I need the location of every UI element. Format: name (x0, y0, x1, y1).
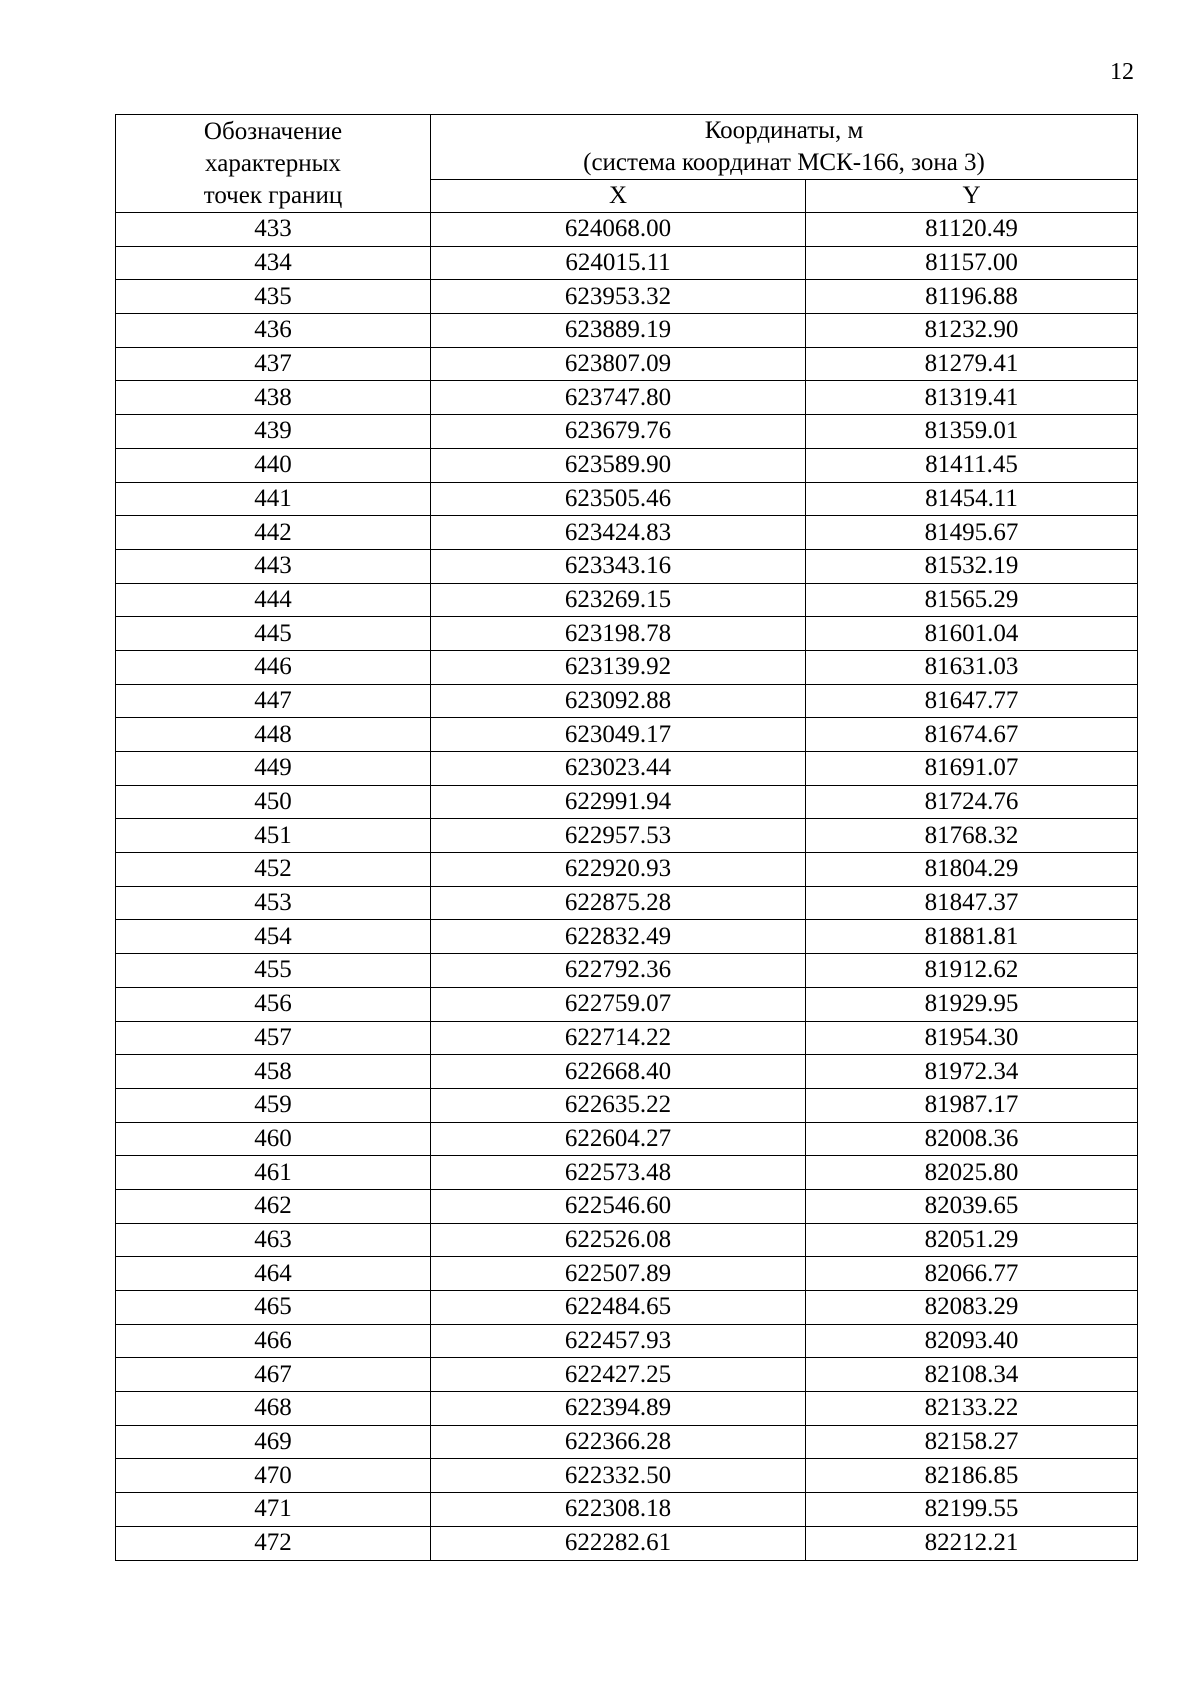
cell-y: 81674.67 (806, 718, 1138, 752)
table-row (116, 482, 1138, 516)
cell-x: 622484.65 (431, 1291, 806, 1325)
table-row (116, 1223, 1138, 1257)
cell-x: 622991.94 (431, 785, 806, 819)
cell-y: 82093.40 (806, 1324, 1138, 1358)
cell-y: 81232.90 (806, 314, 1138, 348)
cell-y: 81691.07 (806, 752, 1138, 786)
cell-y: 81987.17 (806, 1088, 1138, 1122)
cell-y: 81929.95 (806, 987, 1138, 1021)
table-row (116, 1189, 1138, 1223)
table-row (116, 314, 1138, 348)
cell-y: 81847.37 (806, 886, 1138, 920)
table-row (116, 617, 1138, 651)
table-row (116, 1324, 1138, 1358)
table-row (116, 1257, 1138, 1291)
cell-x: 622668.40 (431, 1055, 806, 1089)
cell-point: 470 (116, 1459, 431, 1493)
cell-x: 622573.48 (431, 1156, 806, 1190)
cell-x: 622875.28 (431, 886, 806, 920)
cell-y: 82008.36 (806, 1122, 1138, 1156)
table-row (116, 684, 1138, 718)
cell-point: 454 (116, 920, 431, 954)
cell-point: 448 (116, 718, 431, 752)
cell-y: 81881.81 (806, 920, 1138, 954)
cell-point: 450 (116, 785, 431, 819)
table-row (116, 381, 1138, 415)
cell-y: 81359.01 (806, 415, 1138, 449)
cell-point: 453 (116, 886, 431, 920)
cell-x: 622792.36 (431, 954, 806, 988)
cell-point: 434 (116, 246, 431, 280)
cell-y: 81157.00 (806, 246, 1138, 280)
cell-y: 81196.88 (806, 280, 1138, 314)
table-row (116, 1055, 1138, 1089)
cell-x: 623343.16 (431, 549, 806, 583)
header-x: X (431, 180, 806, 213)
cell-point: 440 (116, 448, 431, 482)
cell-point: 457 (116, 1021, 431, 1055)
cell-x: 622635.22 (431, 1088, 806, 1122)
cell-point: 467 (116, 1358, 431, 1392)
table-header (116, 115, 1138, 213)
cell-x: 623139.92 (431, 650, 806, 684)
cell-x: 622714.22 (431, 1021, 806, 1055)
table-row (116, 718, 1138, 752)
cell-x: 623424.83 (431, 516, 806, 550)
cell-x: 623023.44 (431, 752, 806, 786)
cell-point: 471 (116, 1493, 431, 1527)
cell-y: 81631.03 (806, 650, 1138, 684)
cell-point: 456 (116, 987, 431, 1021)
cell-x: 622759.07 (431, 987, 806, 1021)
cell-y: 81804.29 (806, 853, 1138, 887)
cell-point: 439 (116, 415, 431, 449)
table-row (116, 819, 1138, 853)
cell-point: 444 (116, 583, 431, 617)
header-y: Y (806, 180, 1138, 213)
cell-x: 622366.28 (431, 1425, 806, 1459)
table-row (116, 516, 1138, 550)
cell-y: 82039.65 (806, 1189, 1138, 1223)
table-row (116, 583, 1138, 617)
cell-x: 622332.50 (431, 1459, 806, 1493)
cell-point: 452 (116, 853, 431, 887)
cell-point: 464 (116, 1257, 431, 1291)
table-row (116, 213, 1138, 247)
header-coordinates (431, 115, 1138, 180)
coordinates-table (115, 114, 1138, 1561)
cell-x: 623889.19 (431, 314, 806, 348)
table-row (116, 785, 1138, 819)
cell-point: 437 (116, 347, 431, 381)
cell-x: 622526.08 (431, 1223, 806, 1257)
cell-x: 623589.90 (431, 448, 806, 482)
cell-y: 81972.34 (806, 1055, 1138, 1089)
header-point-line-3: точек границ (203, 181, 343, 209)
cell-x: 622308.18 (431, 1493, 806, 1527)
cell-point: 433 (116, 213, 431, 247)
cell-y: 81319.41 (806, 381, 1138, 415)
cell-point: 458 (116, 1055, 431, 1089)
cell-y: 81120.49 (806, 213, 1138, 247)
table-row (116, 1526, 1138, 1560)
table-row (116, 280, 1138, 314)
table-row (116, 1425, 1138, 1459)
table-row (116, 1021, 1138, 1055)
cell-y: 82212.21 (806, 1526, 1138, 1560)
cell-y: 82051.29 (806, 1223, 1138, 1257)
cell-y: 82108.34 (806, 1358, 1138, 1392)
cell-x: 623049.17 (431, 718, 806, 752)
cell-y: 81532.19 (806, 549, 1138, 583)
cell-point: 443 (116, 549, 431, 583)
table-row (116, 853, 1138, 887)
page-number: 12 (1110, 59, 1134, 85)
cell-x: 622957.53 (431, 819, 806, 853)
table-row (116, 1459, 1138, 1493)
cell-point: 436 (116, 314, 431, 348)
table-row (116, 1493, 1138, 1527)
cell-point: 466 (116, 1324, 431, 1358)
cell-y: 81601.04 (806, 617, 1138, 651)
table-row (116, 246, 1138, 280)
cell-x: 622546.60 (431, 1189, 806, 1223)
cell-y: 81279.41 (806, 347, 1138, 381)
cell-x: 623679.76 (431, 415, 806, 449)
cell-x: 622457.93 (431, 1324, 806, 1358)
table-row (116, 347, 1138, 381)
table-row (116, 650, 1138, 684)
cell-x: 623807.09 (431, 347, 806, 381)
cell-x: 622920.93 (431, 853, 806, 887)
table-row (116, 886, 1138, 920)
table-row (116, 752, 1138, 786)
cell-y: 82186.85 (806, 1459, 1138, 1493)
cell-point: 441 (116, 482, 431, 516)
cell-point: 449 (116, 752, 431, 786)
cell-point: 461 (116, 1156, 431, 1190)
table-row (116, 1358, 1138, 1392)
cell-y: 81912.62 (806, 954, 1138, 988)
cell-y: 82083.29 (806, 1291, 1138, 1325)
cell-y: 81768.32 (806, 819, 1138, 853)
cell-y: 81454.11 (806, 482, 1138, 516)
cell-point: 468 (116, 1392, 431, 1426)
header-point-line-1: Обозначение (203, 117, 343, 145)
cell-point: 455 (116, 954, 431, 988)
cell-x: 624015.11 (431, 246, 806, 280)
cell-y: 81647.77 (806, 684, 1138, 718)
cell-point: 472 (116, 1526, 431, 1560)
table-row (116, 415, 1138, 449)
cell-y: 81565.29 (806, 583, 1138, 617)
cell-y: 82066.77 (806, 1257, 1138, 1291)
table-row (116, 1088, 1138, 1122)
cell-x: 623198.78 (431, 617, 806, 651)
cell-point: 451 (116, 819, 431, 853)
cell-point: 447 (116, 684, 431, 718)
cell-point: 462 (116, 1189, 431, 1223)
table-row (116, 1392, 1138, 1426)
table-row (116, 1122, 1138, 1156)
cell-x: 622427.25 (431, 1358, 806, 1392)
cell-y: 82158.27 (806, 1425, 1138, 1459)
cell-y: 81495.67 (806, 516, 1138, 550)
cell-x: 623505.46 (431, 482, 806, 516)
cell-point: 445 (116, 617, 431, 651)
cell-point: 460 (116, 1122, 431, 1156)
cell-point: 465 (116, 1291, 431, 1325)
cell-point: 438 (116, 381, 431, 415)
cell-y: 82133.22 (806, 1392, 1138, 1426)
cell-x: 624068.00 (431, 213, 806, 247)
table-body (116, 213, 1138, 1561)
cell-point: 463 (116, 1223, 431, 1257)
table-row (116, 1291, 1138, 1325)
table-row (116, 987, 1138, 1021)
table-row (116, 448, 1138, 482)
cell-x: 622832.49 (431, 920, 806, 954)
cell-x: 622507.89 (431, 1257, 806, 1291)
cell-x: 622604.27 (431, 1122, 806, 1156)
header-coordinates-line-2: (система координат МСК-166, зона 3) (583, 149, 985, 176)
cell-y: 81724.76 (806, 785, 1138, 819)
header-point-designation (116, 115, 431, 213)
table-row (116, 1156, 1138, 1190)
table-row (116, 954, 1138, 988)
table-row (116, 920, 1138, 954)
cell-point: 459 (116, 1088, 431, 1122)
cell-point: 435 (116, 280, 431, 314)
cell-point: 469 (116, 1425, 431, 1459)
cell-y: 82025.80 (806, 1156, 1138, 1190)
cell-x: 623953.32 (431, 280, 806, 314)
cell-y: 81411.45 (806, 448, 1138, 482)
cell-point: 442 (116, 516, 431, 550)
header-point-line-2: характерных (205, 149, 341, 177)
cell-x: 622282.61 (431, 1526, 806, 1560)
cell-x: 622394.89 (431, 1392, 806, 1426)
cell-y: 82199.55 (806, 1493, 1138, 1527)
cell-x: 623092.88 (431, 684, 806, 718)
cell-x: 623269.15 (431, 583, 806, 617)
cell-y: 81954.30 (806, 1021, 1138, 1055)
table-row (116, 549, 1138, 583)
header-coordinates-line-1: Координаты, м (704, 117, 864, 144)
cell-x: 623747.80 (431, 381, 806, 415)
cell-point: 446 (116, 650, 431, 684)
